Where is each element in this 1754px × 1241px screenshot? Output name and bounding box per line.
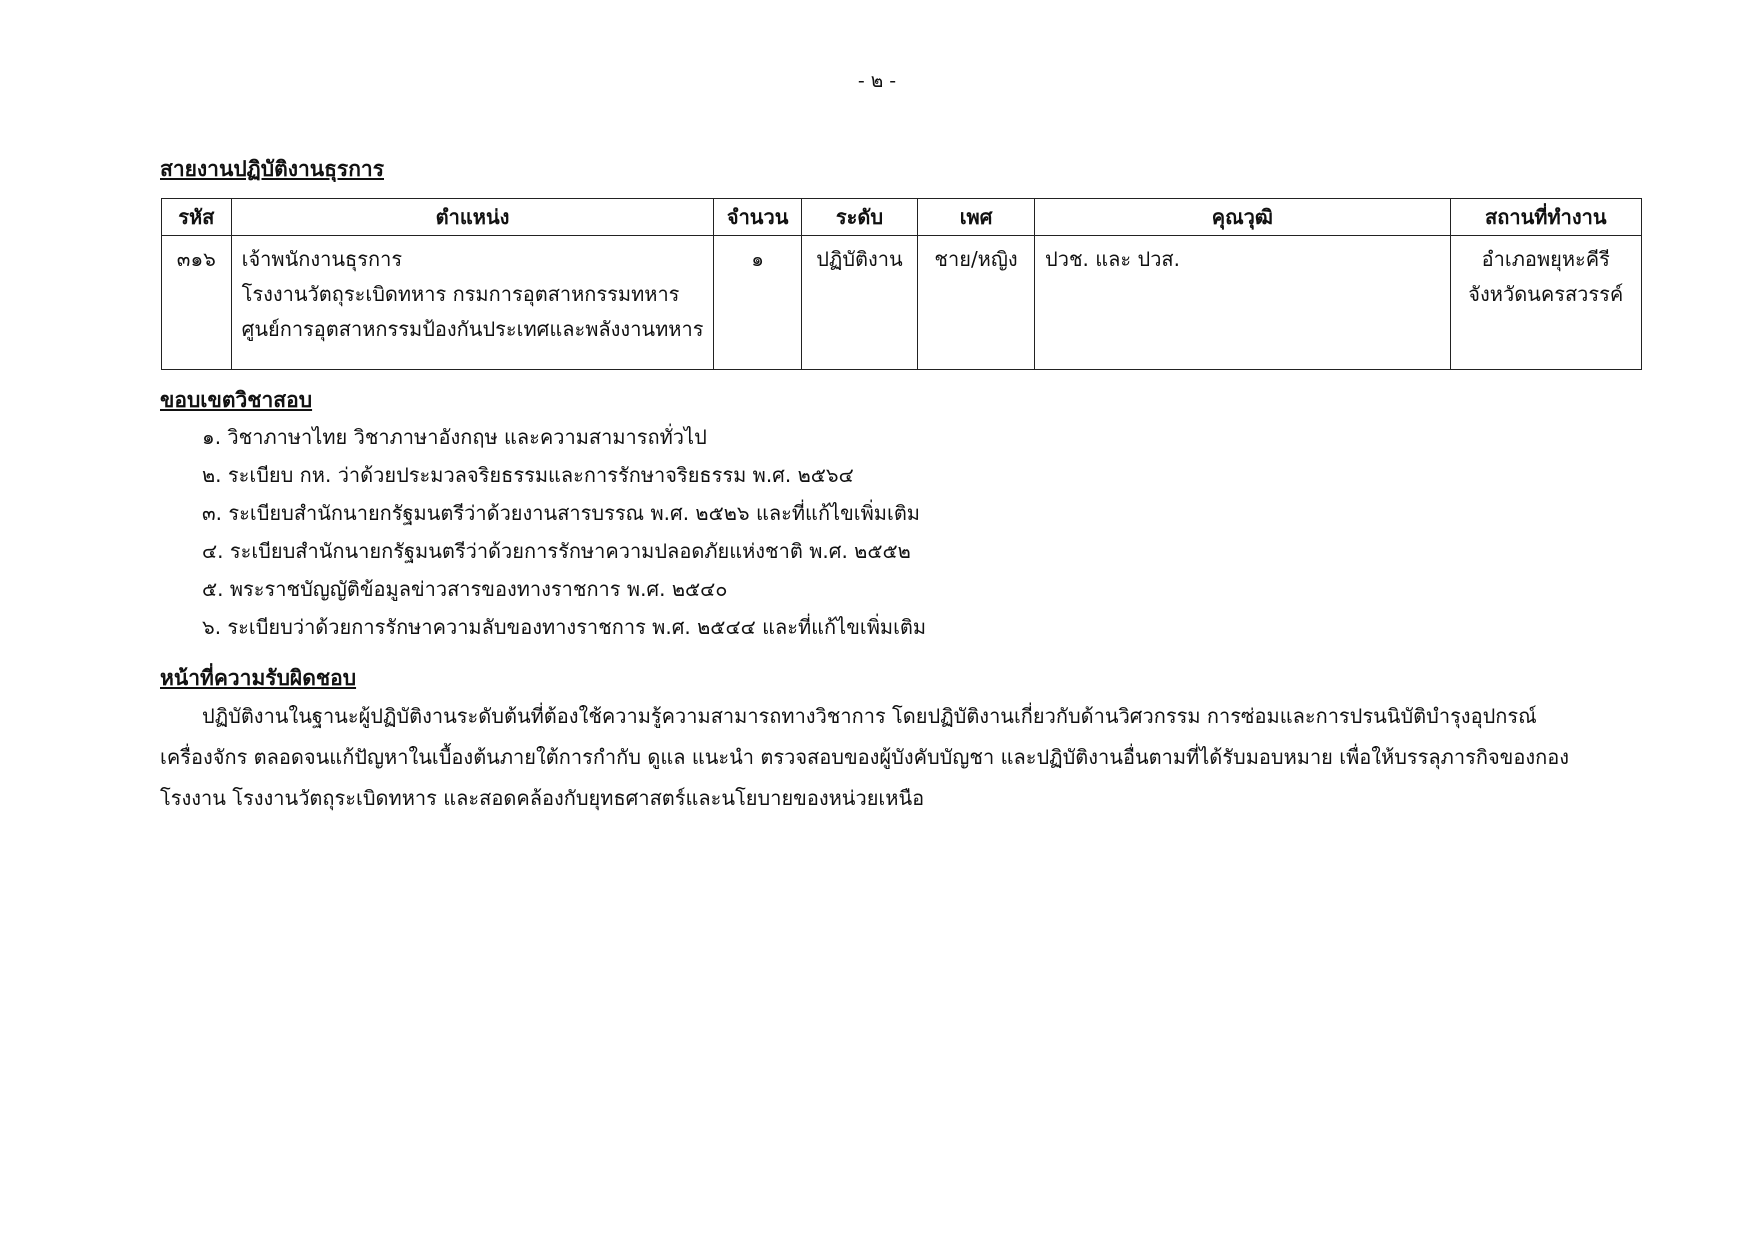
header-location: สถานที่ทำงาน <box>1450 199 1641 236</box>
position-unit: โรงงานวัตถุระเบิดทหาร กรมการอุตสาหกรรมทหาร <box>241 282 680 306</box>
scope-list <box>202 418 926 646</box>
location-district: อำเภอพยุหะคีรี <box>1481 247 1610 271</box>
list-item: ๖. ระเบียบว่าด้วยการรักษาความลับของทางราชการ พ.ศ. ๒๕๔๔ และที่แก้ไขเพิ่มเติม <box>202 615 927 639</box>
list-item: ๒. ระเบียบ กห. ว่าด้วยประมวลจริยธรรมและการรักษาจริยธรรม พ.ศ. ๒๕๖๔ <box>202 463 854 487</box>
table-row <box>162 236 1642 370</box>
header-level: ระดับ <box>801 199 917 236</box>
page-number: - ๒ - <box>857 70 897 92</box>
header-code: รหัส <box>162 199 232 236</box>
location-province: จังหวัดนครสวรรค์ <box>1468 282 1624 306</box>
cell-position <box>231 236 714 370</box>
list-item: ๕. พระราชบัญญัติข้อมูลข่าวสารของทางราชการ พ.ศ. ๒๕๔๐ <box>202 577 728 601</box>
header-position: ตำแหน่ง <box>231 199 714 236</box>
section-heading: สายงานปฏิบัติงานธุรการ <box>160 157 384 181</box>
table-header-row <box>162 199 1642 236</box>
list-item: ๔. ระเบียบสำนักนายกรัฐมนตรีว่าด้วยการรักษาความปลอดภัยแห่งชาติ พ.ศ. ๒๕๕๒ <box>202 539 911 563</box>
cell-qualification: ปวช. และ ปวส. <box>1035 236 1451 370</box>
scope-heading: ขอบเขตวิชาสอบ <box>160 388 313 412</box>
cell-count: ๑ <box>714 236 801 370</box>
cell-location <box>1450 236 1641 370</box>
position-table <box>161 198 1642 370</box>
cell-gender: ชาย/หญิง <box>918 236 1035 370</box>
position-title: เจ้าพนักงานธุรการ <box>241 247 403 271</box>
list-item: ๑. วิชาภาษาไทย วิชาภาษาอังกฤษ และความสามารถทั่วไป <box>202 425 707 449</box>
duties-paragraph: ปฏิบัติงานในฐานะผู้ปฏิบัติงานระดับต้นที่ต้องใช้ความรู้ความสามารถทางวิชาการ โดยปฏิบัติงานเกี่ยวกับด้านวิศวกรรม การซ่อมและการปรนนิบัติบำรุงอุปกรณ์ เครื่องจักร ตลอดจนแก้ปัญหาในเบื้องต้นภายใต้การกำกับ ดูแล แนะนำ ตรวจสอบของผู้บังคับบัญชา และปฏิบัติงานอื่นตามที่ได้รับมอบหมาย เพื่อให้บรรลุภารกิจของกองโรงงาน โรงงานวัตถุระเบิดทหาร และสอดคล้องกับยุทธศาสตร์และนโยบายของหน่วยเหนือ <box>160 704 1569 810</box>
header-gender: เพศ <box>918 199 1035 236</box>
header-qualification: คุณวุฒิ <box>1035 199 1451 236</box>
position-center: ศูนย์การอุตสาหกรรมป้องกันประเทศและพลังงานทหาร <box>241 317 704 341</box>
cell-code: ๓๑๖ <box>162 236 232 370</box>
list-item: ๓. ระเบียบสำนักนายกรัฐมนตรีว่าด้วยงานสารบรรณ พ.ศ. ๒๕๒๖ และที่แก้ไขเพิ่มเติม <box>202 501 920 525</box>
duties-heading: หน้าที่ความรับผิดชอบ <box>160 666 357 690</box>
header-count: จำนวน <box>714 199 801 236</box>
cell-level: ปฏิบัติงาน <box>801 236 917 370</box>
